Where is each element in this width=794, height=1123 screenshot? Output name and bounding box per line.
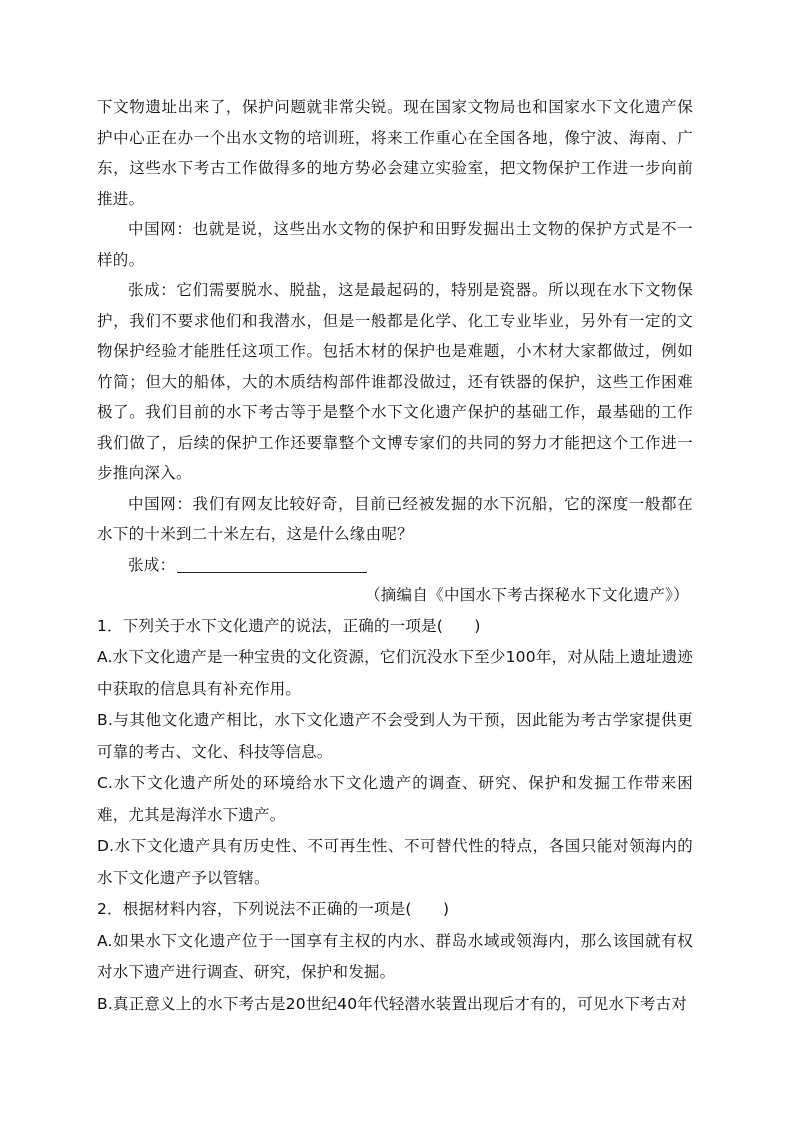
question-2-option-b: B.真正意义上的水下考古是20世纪40年代轻潜水装置出现后才有的，可见水下考古对 [97,994,688,1013]
answer-blank [177,554,367,573]
question-1-option-c: C.水下文化遗产所处的环境给水下文化遗产的调查、研究、保护和发掘工作带来困难，尤其是海洋水下遗产。 [97,774,693,824]
question-1-stem: 1．下列关于水下文化遗产的说法，正确的一项是( ) [97,616,481,635]
speaker-label: 张成： [128,555,176,574]
passage-paragraph-5 [97,550,693,581]
question-1-option-b: B.与其他文化遗产相比，水下文化遗产不会受到人为干预，因此能为考古学家提供更可靠的考古、文化、科技等信息。 [97,711,693,761]
question-1-option-d: D.水下文化遗产具有历史性、不可再生性、不可替代性的特点，各国只能对领海内的水下文化遗产予以管辖。 [97,837,693,887]
passage-paragraph-3: 张成：它们需要脱水、脱盐，这是最起码的，特别是瓷器。所以现在水下文物保护，我们不要求他们和我潜水，但是一般都是化学、化工专业毕业，另外有一定的文物保护经验才能胜任这项工作。包括木材的保护也是难题，小木材大家都做过，例如竹简；但大的船体，大的木质结构部件谁都没做过，还有铁器的保护，这些工作困难极了。我们目前的水下考古等于是整个水下文化遗产保护的基础工作，最基础的工作我们做了，后续的保护工作还要靠整个文博专家们的共同的努力才能把这个工作进一步推向深入。 [97,281,693,482]
passage-paragraph-1: 下文物遗址出来了，保护问题就非常尖锐。现在国家文物局也和国家水下文化遗产保护中心正在办一个出水文物的培训班，将来工作重心在全国各地，像宁波、海南、广东，这些水下考古工作做得多的地方势必会建立实验室，把文物保护工作进一步向前推进。 [97,98,693,208]
question-2-option-a: A.如果水下文化遗产位于一国享有主权的内水、群岛水域或领海内，那么该国就有权对水下遗产进行调查、研究，保护和发掘。 [97,931,693,981]
passage-paragraph-4: 中国网：我们有网友比较好奇，目前已经被发掘的水下沉船，它的深度一般都在水下的十米到二十米左右，这是什么缘由呢？ [97,494,693,543]
document-content [97,92,693,1020]
question-1-option-a: A.水下文化遗产是一种宝贵的文化资源，它们沉没水下至少100年，对从陆上遗址遗迹中获取的信息具有补充作用。 [97,648,693,698]
question-2-stem: 2．根据材料内容，下列说法不正确的一项是( ) [97,900,450,918]
passage-paragraph-2: 中国网：也就是说，这些出水文物的保护和田野发掘出土文物的保护方式是不一样的。 [97,220,693,269]
source-citation: （摘编自《中国水下考古探秘水下文化遗产》） [364,586,689,604]
